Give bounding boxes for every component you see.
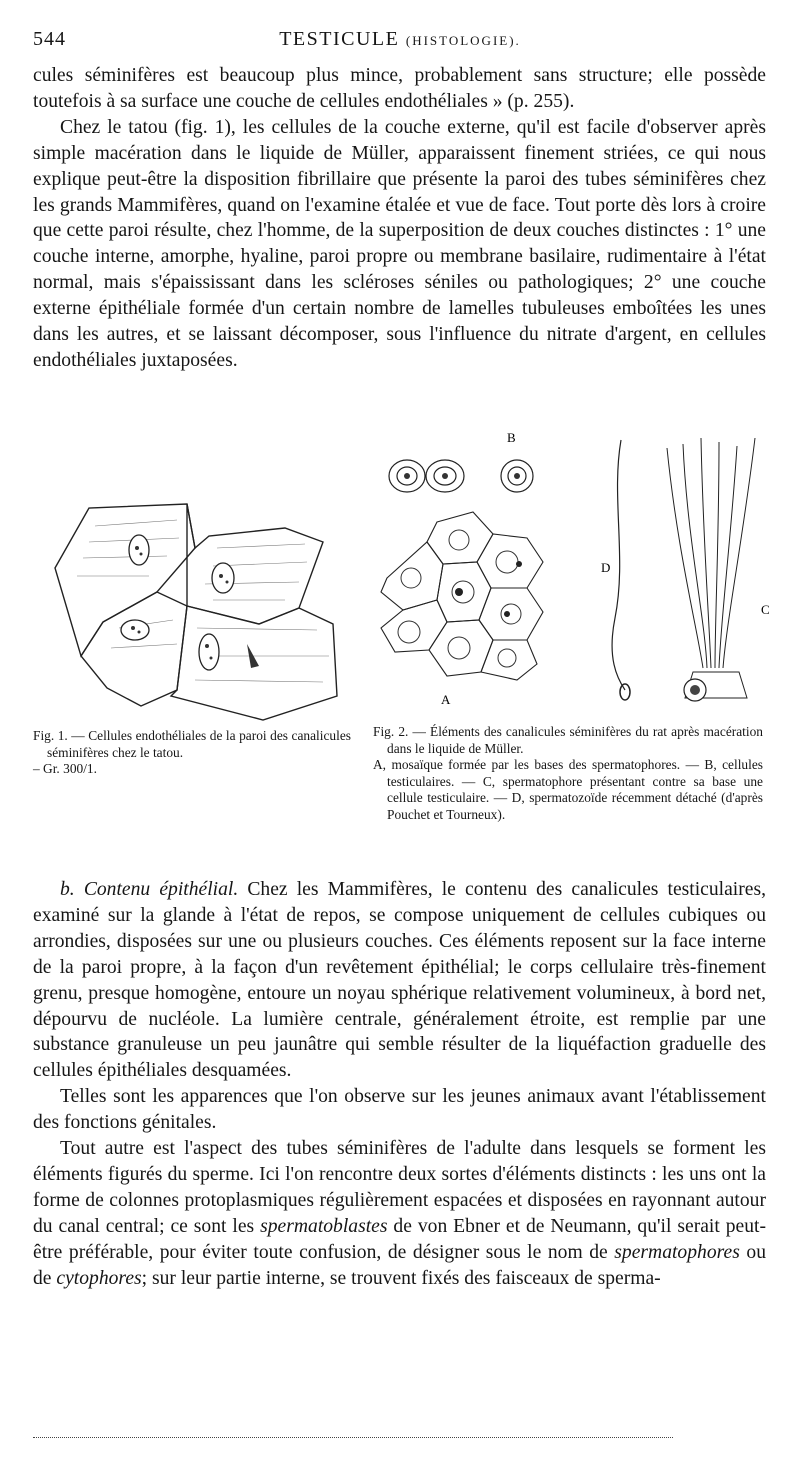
paragraph — [33, 1136, 766, 1291]
figure-2 — [367, 428, 770, 718]
term: spermatophores — [614, 1241, 740, 1263]
figure-1-caption-title: Fig. 1. — Cellules endothéliales de la paroi des canalicules séminifères chez le tatou. — [33, 728, 351, 760]
figure-2-illustration — [367, 428, 770, 718]
page-number: 544 — [33, 28, 66, 50]
running-title — [33, 28, 767, 51]
running-header — [33, 28, 767, 60]
paragraph: Chez le tatou (fig. 1), les cellules de la couche externe, qu'il est facile d'observer après simple macération dans le liquide de Müller, apparaissent finement striées, ce qui nous explique peut-être la disposition fibrillaire que présente la paroi des tubes séminifères chez les grands Mammifères, quand on l'examine étalée et vue de face. Tout porte dès lors à croire que cette paroi résulte, chez l'homme, de la superposition de deux couches distinctes : 1° une couche interne, amorphe, hyaline, paroi propre ou membrane basilaire, rudimentaire à l'état normal, mais s'épaississant dans les scléroses séniles ou pathologiques; 2° une couche externe épithéliale formée d'un certain nombre de lamelles tubuleuses emboîtées les unes dans les autres, et se laissant décomposer, sous l'influence du nitrate d'argent, en cellules endothéliales juxtaposées. — [33, 116, 766, 371]
paragraph-text: Chez les Mammifères, le contenu des canalicules testiculaires, examiné sur la glande à l'état de repos, se compose uniquement de cellules cubiques ou arrondies, disposées sur une ou plusieurs couches. Ces éléments reposent sur la face interne de la paroi propre, à la façon d'un revêtement épithélial; le corps cellulaire très-finement grenu, presque homogène, entoure un noyau sphérique relativement volumineux, à bord net, dépourvu de nucléole. La lumière centrale, généralement étroite, est remplie par une substance granuleuse un peu jaunâtre qui semble résulter de la liquéfaction graduelle des cellules épithéliales desquamées. — [33, 879, 766, 1082]
figure-2-caption-title: Fig. 2. — Éléments des canalicules séminifères du rat après macération dans le liquide de Müller. — [373, 724, 763, 756]
figure-2-part-b — [389, 460, 533, 492]
paragraph-text: Tout autre est l'aspect des tubes séminifères de l'adulte dans lesquels se forment les éléments figurés du sperme. Ici l'on rencontre deux sortes d'éléments distincts : les uns ont la forme de colonnes protoplasmiques régulièrement espacées et disposées en rayonnant autour du canal central; ce sont les — [33, 1138, 766, 1237]
figure-2-label-c: C — [761, 602, 770, 617]
running-title-main: TESTICULE — [279, 28, 400, 50]
figure-2-caption — [373, 724, 763, 823]
figures-area — [33, 428, 770, 868]
paragraph: Telles sont les apparences que l'on observe sur les jeunes animaux avant l'établissement des fonctions génitales. — [33, 1086, 766, 1134]
figure-1-caption — [33, 728, 351, 778]
paragraph-text: ; sur leur partie interne, se trouvent fixés des faisceaux de sperma- — [141, 1267, 661, 1289]
figure-2-label-d: D — [601, 560, 611, 575]
paragraph-text: de von Ebner et de Neumann, qu'il serait peut-être préférable, pour éviter toute confusion, de désigner sous le nom de — [33, 1215, 766, 1263]
bottom-rule — [33, 1437, 673, 1438]
body-text-top — [33, 63, 766, 374]
section-heading: b. Contenu épithélial. — [60, 879, 239, 900]
figure-2-part-c — [667, 438, 755, 698]
figure-2-part-a — [381, 512, 543, 680]
running-title-sub: (HISTOLOGIE). — [405, 33, 521, 48]
body-text-bottom — [33, 877, 766, 1292]
term: spermatoblastes — [260, 1215, 388, 1237]
paragraph: cules séminifères est beaucoup plus mince, probablement sans structure; elle possède toutefois à sa surface une couche de cellules endothéliales » (p. 255). — [33, 65, 766, 112]
figure-2-label-b: B — [507, 430, 516, 445]
figure-1 — [37, 496, 355, 724]
figure-2-label-a: A — [441, 692, 451, 707]
figure-2-caption-body: A, mosaïque formée par les bases des spermatophores. — B, cellules testiculaires. — C, spermatophore présentant contre sa base une cellule testiculaire. — D, spermatozoïde récemment détaché (d'après Pouchet et Tourneux). — [373, 757, 763, 822]
figure-1-caption-magnification: – Gr. 300/1. — [33, 761, 97, 776]
paragraph-text: ou de — [33, 1241, 766, 1289]
figure-2-part-d — [612, 440, 625, 690]
term: cytophores — [56, 1267, 142, 1289]
paragraph — [33, 877, 766, 1084]
figure-1-illustration — [37, 496, 355, 724]
